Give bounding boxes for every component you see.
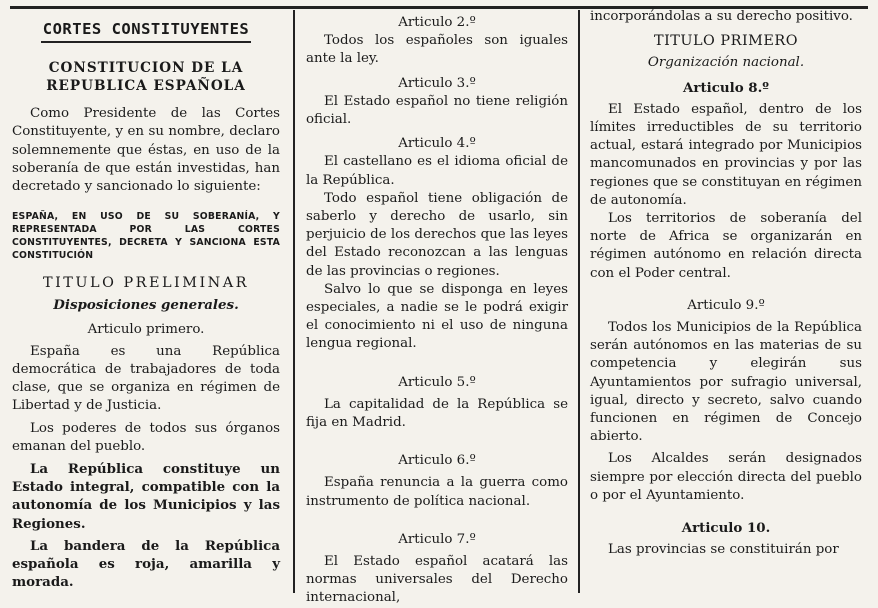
article-8-paragraph: El Estado español, dentro de los límites irreductibles de su territorio actual, estará integrado por Municipios mancomunados en provincias y por las regiones que se constituyan en régimen de autonomía. [590,101,862,208]
article-10-heading: Articulo 10. [681,520,771,537]
article-9-paragraph: Los Alcaldes serán designados siempre por elección directa del pueblo o por el Ayuntamiento. [590,451,862,503]
article-2-text: Todos los españoles son iguales ante la ley. [306,33,568,67]
article-1-heading: Articulo primero. [87,321,205,337]
article-1-paragraph: España es una República democrática de trabajadores de toda clase, que se organiza en régimen de Libertad y de Justicia. [12,343,280,414]
masthead: CORTES CONSTITUYENTES [41,20,251,43]
article-8-paragraph: Los territorios de soberanía del norte de Africa se organizarán en régimen autónomo en relación directa con el Poder central. [590,211,862,281]
article-3-heading: Articulo 3.º [398,75,476,91]
article-8-heading: Articulo 8.º [683,79,769,96]
constitution-heading: CONSTITUCION DE LA REPUBLICA ESPAÑOLA [46,60,246,95]
titulo-preliminar: TITULO PRELIMINAR [43,275,249,292]
article-7-heading: Articulo 7.º [398,531,476,547]
article-4-heading: Articulo 4.º [398,136,476,152]
column-divider [578,10,580,593]
article-5-heading: Articulo 5.º [398,374,476,390]
continued-text: incorporándolas a su derecho positivo. [590,9,853,24]
article-6-heading: Articulo 6.º [398,453,476,469]
column-3 [590,9,862,593]
article-1-paragraph: La República constituye un Estado integral, compatible con la autonomía de los Municipios y las Regiones. [12,461,280,532]
article-3-text: El Estado español no tiene religión oficial. [306,93,568,128]
article-4-paragraph: Salvo lo que se disponga en leyes especiales, a nadie se le podrá exigir el conocimiento ni el uso de ninguna lengua regional. [306,281,568,352]
column-divider [293,10,295,593]
column-1 [12,14,280,593]
titulo-primero: TITULO PRIMERO [653,33,798,50]
article-4-paragraph: Todo español tiene obligación de saberlo y derecho de usarlo, sin perjuicio de los derechos que las leyes del Estado reconozcan a las lenguas de las provincias o regiones. [306,190,568,279]
organizacion-nacional: Organización nacional. [647,55,805,71]
article-1-paragraph: La bandera de la República española es roja, amarilla y morada. [12,537,280,591]
article-5-text: La capitalidad de la República se fija en Madrid. [306,396,568,431]
column-2 [306,14,568,606]
article-10-text: Las provincias se constituirán por [608,542,839,558]
article-6-text: España renuncia a la guerra como instrumento de política nacional. [306,475,568,509]
article-1-paragraph: Los poderes de todos sus órganos emanan del pueblo. [12,420,280,454]
article-9-heading: Articulo 9.º [687,297,765,313]
article-7-text: El Estado español acatará las normas universales del Derecho internacional, [306,554,568,606]
article-4-paragraph: El castellano es el idioma oficial de la República. [306,154,568,188]
article-9-paragraph: Todos los Municipios de la República serán autónomos en las materias de su competencia y elegirán sus Ayuntamientos por sufragio universal, igual, directo y secreto, salvo cuando funcionen en régimen de Concejo abierto. [590,320,862,445]
caps-preamble: ESPAÑA, EN USO DE SU SOBERANÍA, Y REPRESENTADA POR LAS CORTES CONSTITUYENTES, DECRETA Y SANCIONA ESTA CONSTITUCIÓN [12,211,280,262]
article-2-heading: Articulo 2.º [398,15,476,30]
disposiciones-generales: Disposiciones generales. [53,297,239,314]
preamble-paragraph: Como Presidente de las Cortes Constituyente, y en su nombre, declaro solemnemente que éstas, en uso de la soberanía de que están investidas, han decretado y sancionado lo siguiente: [12,106,280,195]
